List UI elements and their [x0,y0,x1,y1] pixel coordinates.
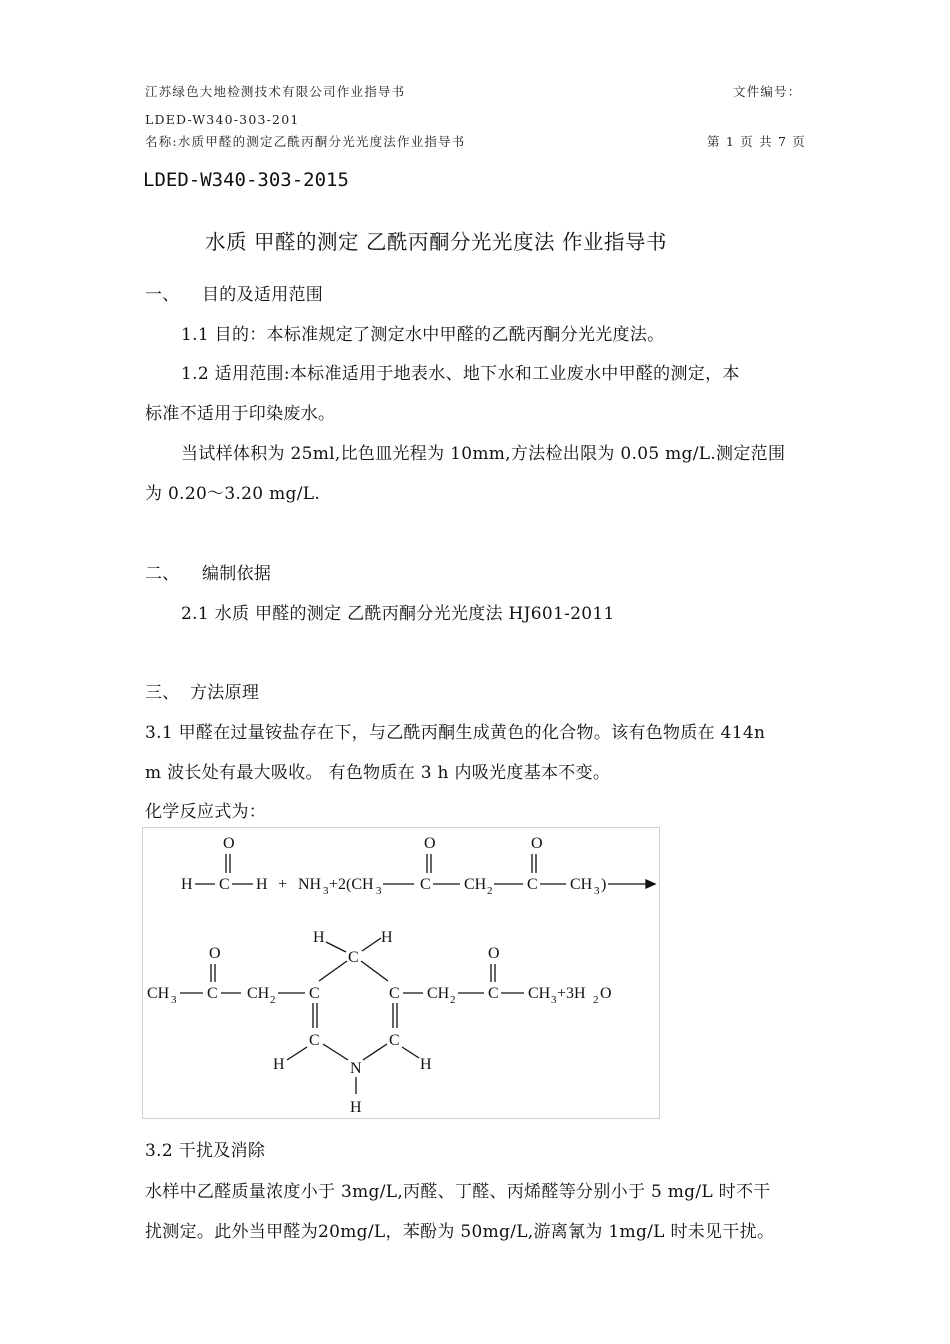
section1-p2-line1: 1.2 适用范围:本标准适用于地表水、地下水和工业废水中甲醛的测定，本 [181,364,740,384]
header-doc-no-label: 文件编号： [733,84,802,99]
svg-text:): ) [601,876,607,893]
reaction-label: 化学反应式为： [145,802,267,822]
svg-text:3: 3 [551,994,557,1006]
svg-text:CH: CH [464,876,487,893]
svg-text:C: C [389,1032,400,1049]
section1-number: 一、 [145,285,180,305]
section2-heading: 编制依据 [202,564,272,584]
section3-2-line2: 扰测定。此外当甲醛为20mg/L，苯酚为 50mg/L,游离氰为 1mg/L 时未见干扰。 [145,1222,775,1242]
section3-number: 三、 [145,683,180,703]
svg-text:H: H [381,929,393,946]
svg-text:C: C [309,985,320,1002]
svg-text:O: O [600,985,612,1002]
svg-text:C: C [207,985,218,1002]
section3-heading: 方法原理 [190,683,260,703]
svg-text:O: O [424,835,436,852]
reaction-diagram [143,828,659,1118]
svg-text:H: H [273,1056,285,1073]
section1-p1: 1.1 目的：本标准规定了测定水中甲醛的乙酰丙酮分光光度法。 [181,325,665,345]
svg-text:CH: CH [570,876,593,893]
reaction-figure [142,827,660,1119]
svg-text:C: C [219,876,230,893]
svg-text:O: O [488,945,500,962]
svg-text:3: 3 [323,885,329,897]
header-page-info: 第 1 页 共 7 页 [707,134,806,149]
svg-text:O: O [531,835,543,852]
header-company: 江苏绿色大地检测技术有限公司作业指导书 [145,84,406,99]
svg-text:NH: NH [298,876,322,893]
section3-2-heading: 3.2 干扰及消除 [145,1141,266,1161]
svg-text:H: H [313,929,325,946]
doc-code: LDED-W340-303-2015 [143,169,349,191]
svg-text:+: + [278,876,288,893]
svg-text:H: H [350,1099,362,1116]
header-name-line: 名称:水质甲醛的测定乙酰丙酮分光光度法作业指导书 [145,134,466,149]
svg-text:CH: CH [247,985,270,1002]
svg-text:CH: CH [427,985,450,1002]
section1-p3-line1: 当试样体积为 25ml,比色皿光程为 10mm,方法检出限为 0.05 mg/L.测定范围 [181,444,786,464]
svg-text:O: O [209,945,221,962]
section1-p3-line2: 为 0.20～3.20 mg/L. [145,484,321,504]
svg-text:C: C [527,876,538,893]
svg-text:3: 3 [376,885,382,897]
section3-p1-line1: 3.1 甲醛在过量铵盐存在下，与乙酰丙酮生成黄色的化合物。该有色物质在 414n [145,723,766,743]
header-doc-code: LDED-W340-303-201 [145,112,300,127]
svg-text:2: 2 [487,885,493,897]
svg-text:C: C [389,985,400,1002]
section1-p2-line2: 标准不适用于印染废水。 [145,404,336,424]
svg-text:H: H [256,876,268,893]
svg-text:2: 2 [593,994,599,1006]
section2-number: 二、 [145,564,180,584]
svg-text:3: 3 [594,885,600,897]
svg-text:C: C [420,876,431,893]
section1-heading: 目的及适用范围 [202,285,324,305]
section3-2-line1: 水样中乙醛质量浓度小于 3mg/L,丙醛、丁醛、丙烯醛等分别小于 5 mg/L 时不干 [145,1182,771,1202]
svg-text:CH: CH [528,985,551,1002]
svg-text:CH: CH [147,985,170,1002]
page-title: 水质 甲醛的测定 乙酰丙酮分光光度法 作业指导书 [205,230,668,254]
svg-text:2: 2 [270,994,276,1006]
svg-text:C: C [348,949,359,966]
svg-text:3: 3 [171,994,177,1006]
section2-p1: 2.1 水质 甲醛的测定 乙酰丙酮分光光度法 HJ601-2011 [181,604,615,624]
svg-text:+3H: +3H [557,985,586,1002]
svg-text:O: O [223,835,235,852]
svg-text:C: C [488,985,499,1002]
svg-text:N: N [350,1060,362,1077]
svg-text:H: H [181,876,193,893]
svg-text:C: C [309,1032,320,1049]
svg-text:H: H [420,1056,432,1073]
svg-text:2: 2 [450,994,456,1006]
section3-p1-line2: m 波长处有最大吸收。 有色物质在 3 h 内吸光度基本不变。 [145,763,611,783]
svg-text:+2(CH: +2(CH [329,876,374,893]
